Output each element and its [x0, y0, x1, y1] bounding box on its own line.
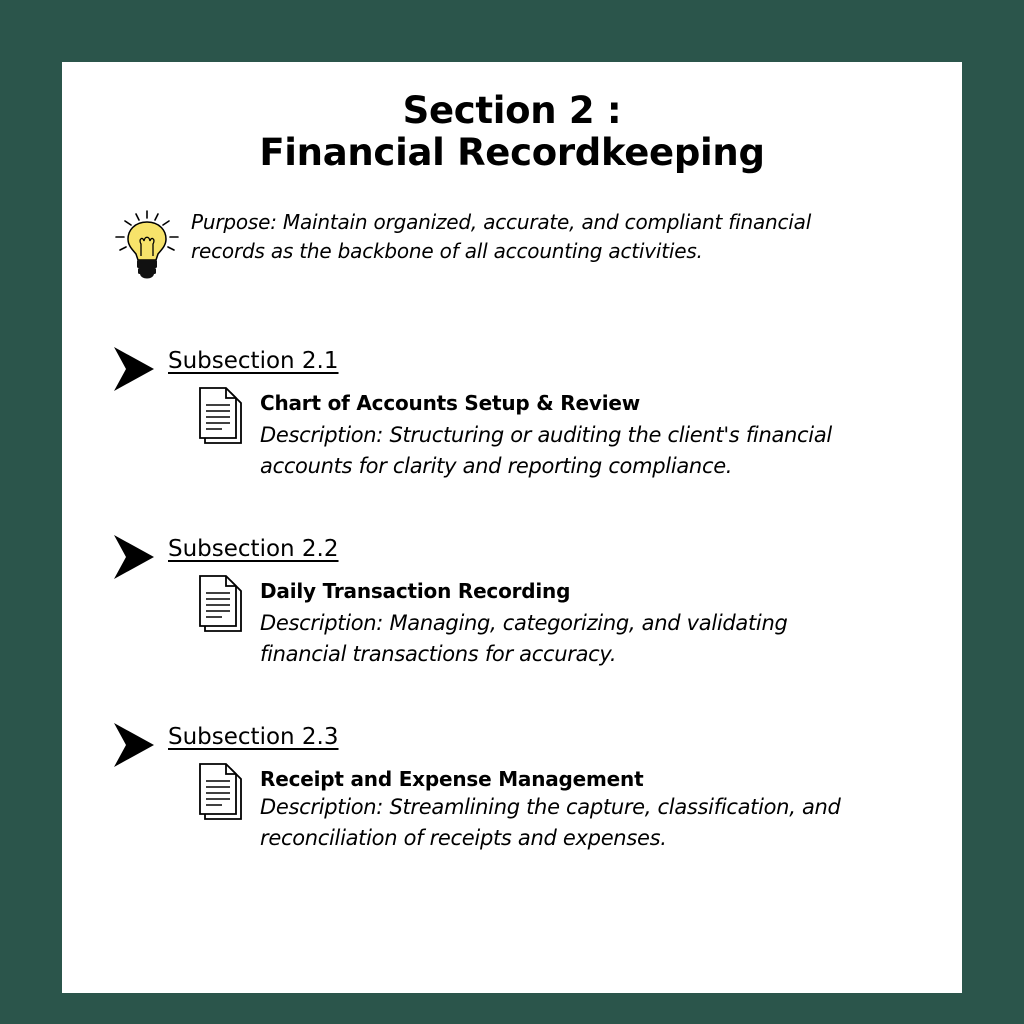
purpose-text — [191, 208, 911, 266]
page-title — [62, 90, 962, 174]
description-line-1: Description: Managing, categorizing, and validating — [260, 611, 788, 635]
description-line-2: financial transactions for accuracy. — [260, 642, 617, 666]
subsection-heading: Subsection 2.1 — [168, 348, 339, 374]
document-icon — [198, 387, 246, 447]
arrowhead-icon — [114, 347, 154, 391]
arrowhead-icon — [114, 723, 154, 767]
subsection-2-3 — [62, 711, 962, 871]
description-line-1: Description: Structuring or auditing the client's financial — [260, 423, 832, 447]
purpose-line-2: records as the backbone of all accounting activities. — [191, 239, 703, 263]
item-title: Receipt and Expense Management — [260, 767, 644, 791]
item-title: Daily Transaction Recording — [260, 579, 571, 603]
document-icon — [198, 763, 246, 823]
description-line-2: reconciliation of receipts and expenses. — [260, 826, 667, 850]
title-line-1: Section 2 : — [402, 89, 622, 132]
subsection-2-2 — [62, 523, 962, 683]
subsection-2-1 — [62, 335, 962, 495]
arrowhead-icon — [114, 535, 154, 579]
document-icon — [198, 575, 246, 635]
item-title: Chart of Accounts Setup & Review — [260, 391, 640, 415]
content-card — [62, 62, 962, 993]
item-description — [260, 420, 920, 482]
lightbulb-icon — [112, 208, 182, 286]
title-line-2: Financial Recordkeeping — [259, 131, 765, 174]
subsection-heading: Subsection 2.2 — [168, 536, 339, 562]
description-line-1: Description: Streamlining the capture, classification, and — [260, 795, 841, 819]
description-line-2: accounts for clarity and reporting compliance. — [260, 454, 733, 478]
purpose-line-1: Purpose: Maintain organized, accurate, and compliant financial — [191, 210, 812, 234]
subsection-heading: Subsection 2.3 — [168, 724, 339, 750]
item-description — [260, 608, 920, 670]
item-description — [260, 792, 920, 854]
